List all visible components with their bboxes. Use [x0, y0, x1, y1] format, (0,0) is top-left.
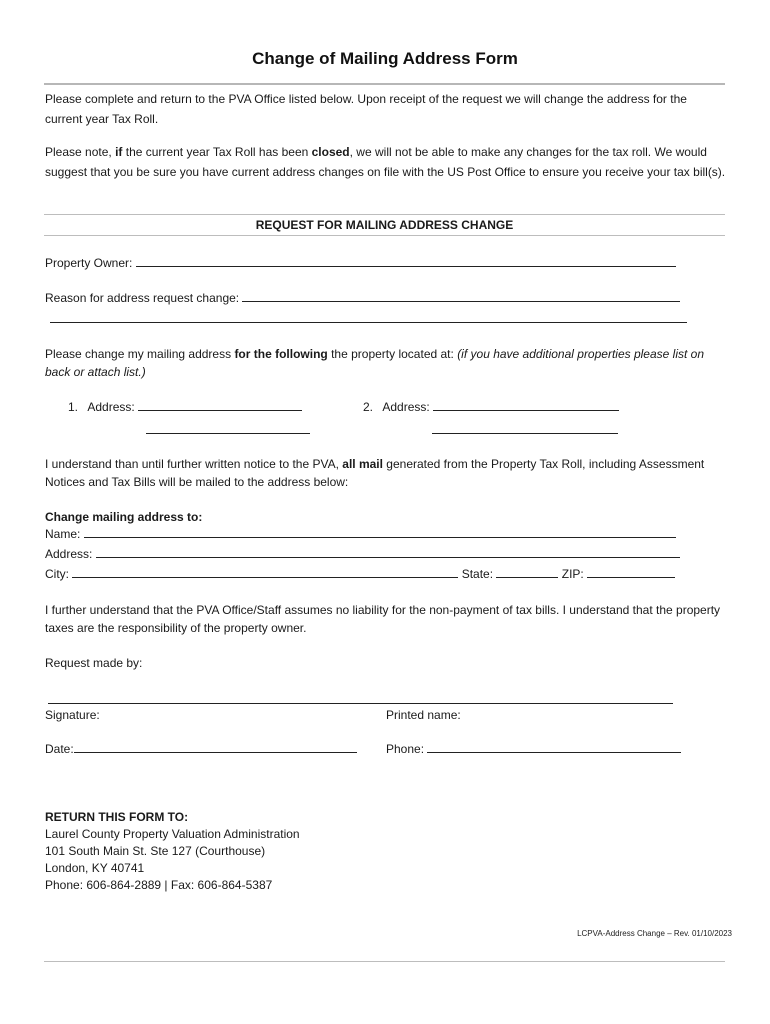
- note-text-e: , we will not be able to make any changes for the tax roll. We would suggest that you be sure you have current address changes on file with the US Post Office to ensure you receive your tax bill(s).: [45, 145, 726, 179]
- understand-all-mail: all mail: [342, 457, 383, 471]
- property-owner-label: Property Owner:: [45, 256, 133, 270]
- address-2-field-line-2[interactable]: [432, 420, 618, 434]
- property-request-b: for the following: [234, 347, 328, 361]
- phone-label: Phone:: [386, 742, 425, 756]
- address-2-row: [363, 398, 619, 416]
- change-address-row: [45, 545, 680, 563]
- signature-line[interactable]: [48, 693, 673, 704]
- note-text-c: the current year Tax Roll has been: [122, 145, 312, 159]
- return-line-2: 101 South Main St. Ste 127 (Courthouse): [45, 844, 266, 858]
- property-request-a: Please change my mailing address: [45, 347, 235, 361]
- property-owner-row: [45, 254, 676, 272]
- address-1-field[interactable]: [138, 398, 302, 411]
- address-1-label: Address:: [87, 400, 135, 414]
- date-row: [45, 740, 357, 758]
- signature-label: Signature:: [45, 708, 100, 722]
- change-zip-field[interactable]: [587, 565, 675, 578]
- intro-paragraph-2: [45, 142, 727, 182]
- return-address-block: [45, 809, 300, 894]
- section-top-divider: [44, 214, 725, 215]
- return-heading: RETURN THIS FORM TO:: [45, 810, 189, 824]
- address-1-row: [68, 398, 302, 416]
- printed-name-label: Printed name:: [386, 708, 461, 722]
- understand-paragraph: [45, 455, 727, 491]
- understand-a: I understand than until further written notice to the PVA,: [45, 457, 343, 471]
- note-text-if: if: [115, 145, 123, 159]
- change-address-field[interactable]: [96, 545, 680, 558]
- section-bottom-divider: [44, 235, 725, 236]
- property-owner-field[interactable]: [136, 254, 676, 267]
- note-text-closed: closed: [311, 145, 350, 159]
- section-title: REQUEST FOR MAILING ADDRESS CHANGE: [255, 218, 514, 232]
- return-line-4: Phone: 606-864-2889 | Fax: 606-864-5387: [45, 878, 273, 892]
- liability-paragraph: I further understand that the PVA Office/Staff assumes no liability for the non-payment of tax bills. I understand that the property taxes are the responsibility of the property owner.: [45, 603, 721, 635]
- change-name-row: [45, 525, 676, 543]
- reason-label: Reason for address request change:: [45, 291, 240, 305]
- intro-paragraph-1: Please complete and return to the PVA Office listed below. Upon receipt of the request we will change the address for the current year Tax Roll.: [45, 92, 687, 126]
- address-2-number: 2.: [363, 400, 374, 414]
- return-line-3: London, KY 40741: [45, 861, 145, 875]
- property-request-d: (if you have additional properties please list on back or attach list.): [45, 347, 705, 379]
- form-title: Change of Mailing Address Form: [252, 49, 518, 68]
- title-divider: [44, 83, 725, 85]
- change-to-heading: Change mailing address to:: [45, 510, 203, 524]
- reason-field-line-2[interactable]: [50, 309, 687, 323]
- phone-field[interactable]: [427, 740, 681, 753]
- footer-revision-code: LCPVA-Address Change – Rev. 01/10/2023: [577, 929, 732, 938]
- change-city-label: City:: [45, 567, 69, 581]
- address-2-field[interactable]: [433, 398, 619, 411]
- change-name-label: Name:: [45, 527, 81, 541]
- address-1-number: 1.: [68, 400, 79, 414]
- property-request-paragraph: [45, 345, 727, 381]
- change-state-label: State:: [461, 567, 494, 581]
- request-made-by-label: Request made by:: [45, 656, 143, 670]
- note-text-a: Please note,: [45, 145, 116, 159]
- date-label: Date:: [45, 742, 74, 756]
- reason-field[interactable]: [242, 289, 680, 302]
- footer-divider: [44, 961, 725, 962]
- address-1-field-line-2[interactable]: [146, 420, 310, 434]
- property-request-c: the property located at:: [327, 347, 458, 361]
- change-name-field[interactable]: [84, 525, 676, 538]
- change-city-field[interactable]: [72, 565, 458, 578]
- reason-row: [45, 289, 680, 307]
- return-line-1: Laurel County Property Valuation Administration: [45, 827, 300, 841]
- change-zip-label: ZIP:: [561, 567, 584, 581]
- date-field[interactable]: [74, 740, 357, 753]
- change-address-label: Address:: [45, 547, 93, 561]
- change-city-row: [45, 565, 675, 583]
- change-state-field[interactable]: [496, 565, 558, 578]
- address-2-label: Address:: [382, 400, 430, 414]
- phone-row: [386, 740, 681, 758]
- understand-c: generated from the Property Tax Roll, including Assessment Notices and Tax Bills will be mailed to the address below:: [45, 457, 705, 489]
